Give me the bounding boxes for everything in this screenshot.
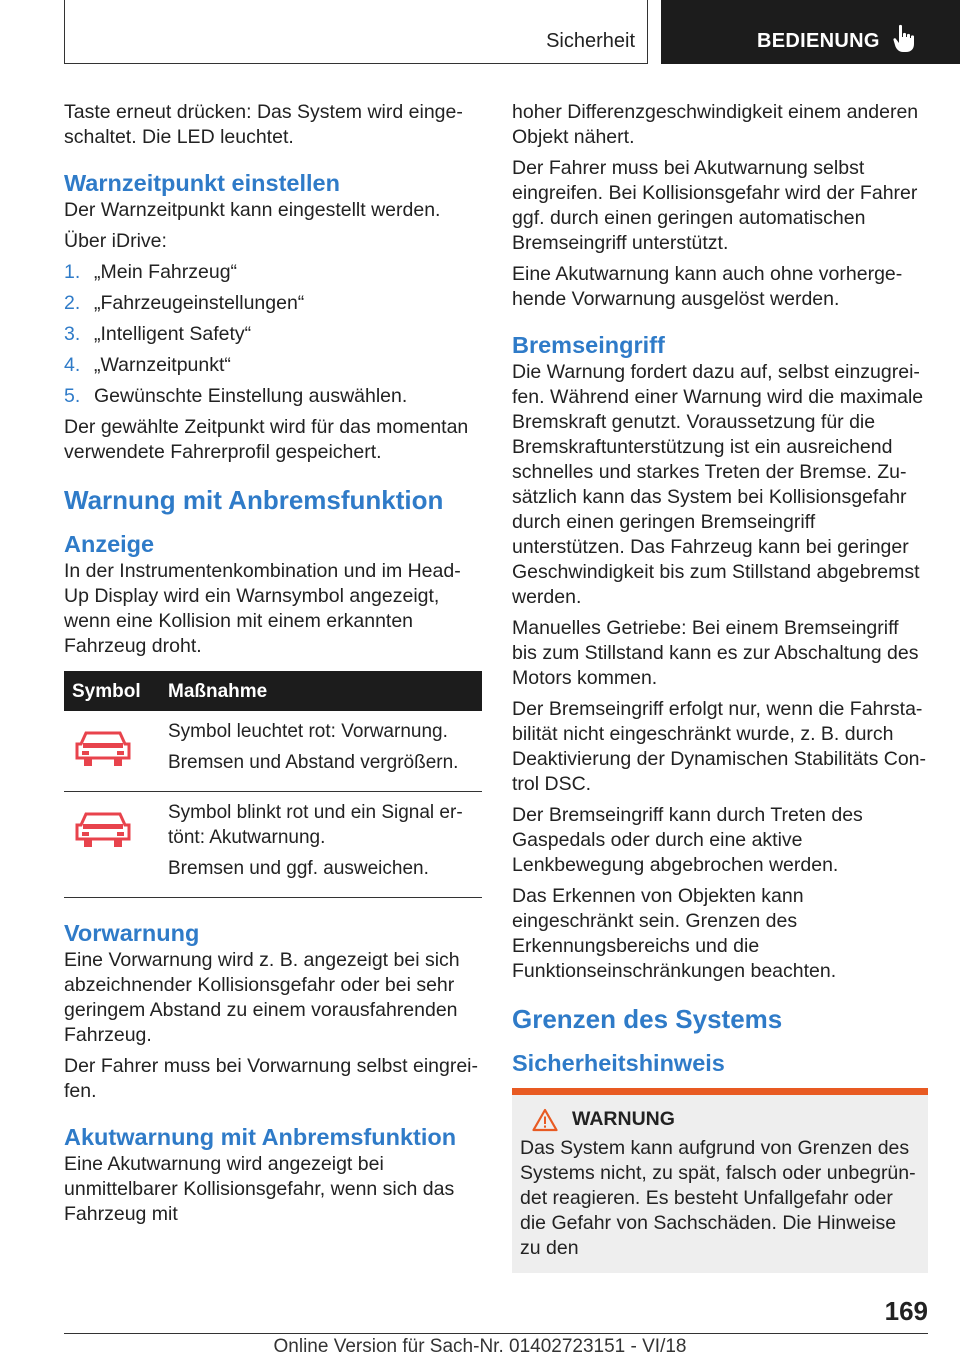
red-car-warning-icon xyxy=(74,808,132,848)
red-car-warning-icon xyxy=(74,727,132,767)
warnzeitpunkt-paragraph: Der Warnzeitpunkt kann eingestellt werden. xyxy=(64,199,441,221)
heading-grenzen-des-systems: Grenzen des Systems xyxy=(512,1004,783,1034)
list-item: 3. „Intelligent Safety“ xyxy=(64,323,252,345)
heading-akutwarnung: Akutwarnung mit Anbremsfunktion xyxy=(64,1124,457,1150)
table-cell-line1: Symbol leuchtet rot: Vorwarnung. xyxy=(168,721,448,742)
header-section-tab xyxy=(64,0,648,64)
warning-text: Das System kann aufgrund von Grenzen des Systems nicht, zu spät, falsch oder unbegründet reagieren. Es besteht Unfallgefahr oder die Gefahr von Sachschäden. Die Hinweise zu den xyxy=(520,1137,916,1259)
warning-bar xyxy=(512,1088,928,1095)
table-cell-line1: Symbol blinkt rot und ein Signal ertönt: Akutwarnung. xyxy=(168,802,463,848)
header-section-label: Sicherheit xyxy=(546,30,635,52)
heading-warnung-anbremsfunktion: Warnung mit Anbremsfunktion xyxy=(64,485,444,515)
bremseingriff-paragraph-4: Der Bremseingriff kann durch Treten des Gaspedals oder durch eine aktive Lenkbewegung abgebrochen werden. xyxy=(512,804,863,876)
footer-divider xyxy=(64,1333,928,1334)
table-header-massnahme: Maßnahme xyxy=(160,671,482,711)
heading-bremseingriff: Bremseingriff xyxy=(512,332,665,358)
list-item: 1. „Mein Fahrzeug“ xyxy=(64,261,238,283)
heading-warnzeitpunkt: Warnzeitpunkt einstellen xyxy=(64,170,340,196)
list-item: 4. „Warnzeitpunkt“ xyxy=(64,354,231,376)
intro-paragraph: Taste erneut drücken: Das System wird eingeschaltet. Die LED leuchtet. xyxy=(64,101,463,148)
header-chapter-label: BEDIENUNG xyxy=(757,30,880,52)
heading-sicherheitshinweis: Sicherheitshinweis xyxy=(512,1050,725,1076)
idrive-steps-list xyxy=(64,260,482,409)
akutwarnung-paragraph: Eine Akutwarnung wird angezeigt bei unmittelbarer Kollisionsgefahr, wenn sich das Fahrzeug mit xyxy=(64,1153,455,1225)
bremseingriff-paragraph-2: Manuelles Getriebe: Bei einem Bremseingriff bis zum Stillstand kann es zur Abschaltung des Motors kommen. xyxy=(512,617,919,689)
table-cell-line2: Bremsen und ggf. ausweichen. xyxy=(168,858,429,879)
list-item: 2. „Fahrzeugeinstellungen“ xyxy=(64,292,305,314)
header-chapter-tab xyxy=(661,0,960,64)
left-column xyxy=(64,100,482,1233)
page-number: 169 xyxy=(884,1296,928,1326)
fahrer-paragraph: Der Fahrer muss bei Akutwarnung selbst eingreifen. Bei Kollisionsgefahr wird der Fahrer ggf. durch einen geringen automatischen Bremseingriff unterstützt. xyxy=(512,157,918,254)
bremseingriff-paragraph-5: Das Erkennen von Objekten kann eingeschränkt sein. Grenzen des Erkennungsbereichs und die Funktionseinschränkungen beachten. xyxy=(512,885,837,982)
saved-profile-paragraph: Der gewählte Zeitpunkt wird für das momentan verwendete Fahrerprofil gespeichert. xyxy=(64,416,469,463)
table-row xyxy=(64,711,482,792)
table-header-symbol: Symbol xyxy=(64,671,160,711)
heading-vorwarnung: Vorwarnung xyxy=(64,920,200,946)
continued-paragraph: hoher Differenzgeschwindigkeit einem anderen Objekt nähert. xyxy=(512,101,919,148)
right-column xyxy=(512,100,928,1273)
bremseingriff-paragraph-3: Der Bremseingriff erfolgt nur, wenn die Fahrstabilität nicht eingeschränkt wurde, z. B. durch Deaktivierung der Dynamischen Stabilitäts Control DSC. xyxy=(512,698,927,795)
symbol-table xyxy=(64,671,482,898)
akut-ohne-paragraph: Eine Akutwarnung kann auch ohne vorhergehende Vorwarnung ausgelöst werden. xyxy=(512,263,903,310)
vorwarnung-paragraph-2: Der Fahrer muss bei Vorwarnung selbst eingreifen. xyxy=(64,1055,479,1102)
anzeige-paragraph: In der Instrumentenkombination und im Head-Up Display wird ein Warnsymbol angezeigt, wenn eine Kollision mit einem erkannten Fahrzeug droht. xyxy=(64,560,461,657)
table-cell-line2: Bremsen und Abstand vergrößern. xyxy=(168,752,459,773)
pointing-hand-icon xyxy=(893,24,919,54)
idrive-label: Über iDrive: xyxy=(64,230,167,252)
footer-online-version: Online Version für Sach-Nr. 01402723151 - VI/18 xyxy=(273,1336,687,1357)
warning-box xyxy=(512,1095,928,1273)
vorwarnung-paragraph-1: Eine Vorwarnung wird z. B. angezeigt bei sich abzeichnender Kollisionsgefahr oder bei sehr geringem Abstand zu einem vorausfahrenden Fahrzeug. xyxy=(64,949,460,1046)
table-row xyxy=(64,792,482,898)
warning-title: WARNUNG xyxy=(572,1108,675,1130)
bremseingriff-paragraph-1: Die Warnung fordert dazu auf, selbst einzugreifen. Während einer Warnung wird die maximale Bremskraft genutzt. Voraussetzung für die Bremskraftunterstützung ist ein ausreichend schnelles und starkes Treten der Bremse. Zusätzlich kann das System bei Kollisionsgefahr durch einen geringen Bremseingriff unterstützen. Das Fahrzeug kann bei geringer Geschwindigkeit bis zum Stillstand abgebremst werden. xyxy=(512,361,924,608)
list-item: 5. Gewünschte Einstellung auswählen. xyxy=(64,385,408,407)
warning-triangle-icon xyxy=(532,1108,558,1132)
heading-anzeige: Anzeige xyxy=(64,531,155,557)
